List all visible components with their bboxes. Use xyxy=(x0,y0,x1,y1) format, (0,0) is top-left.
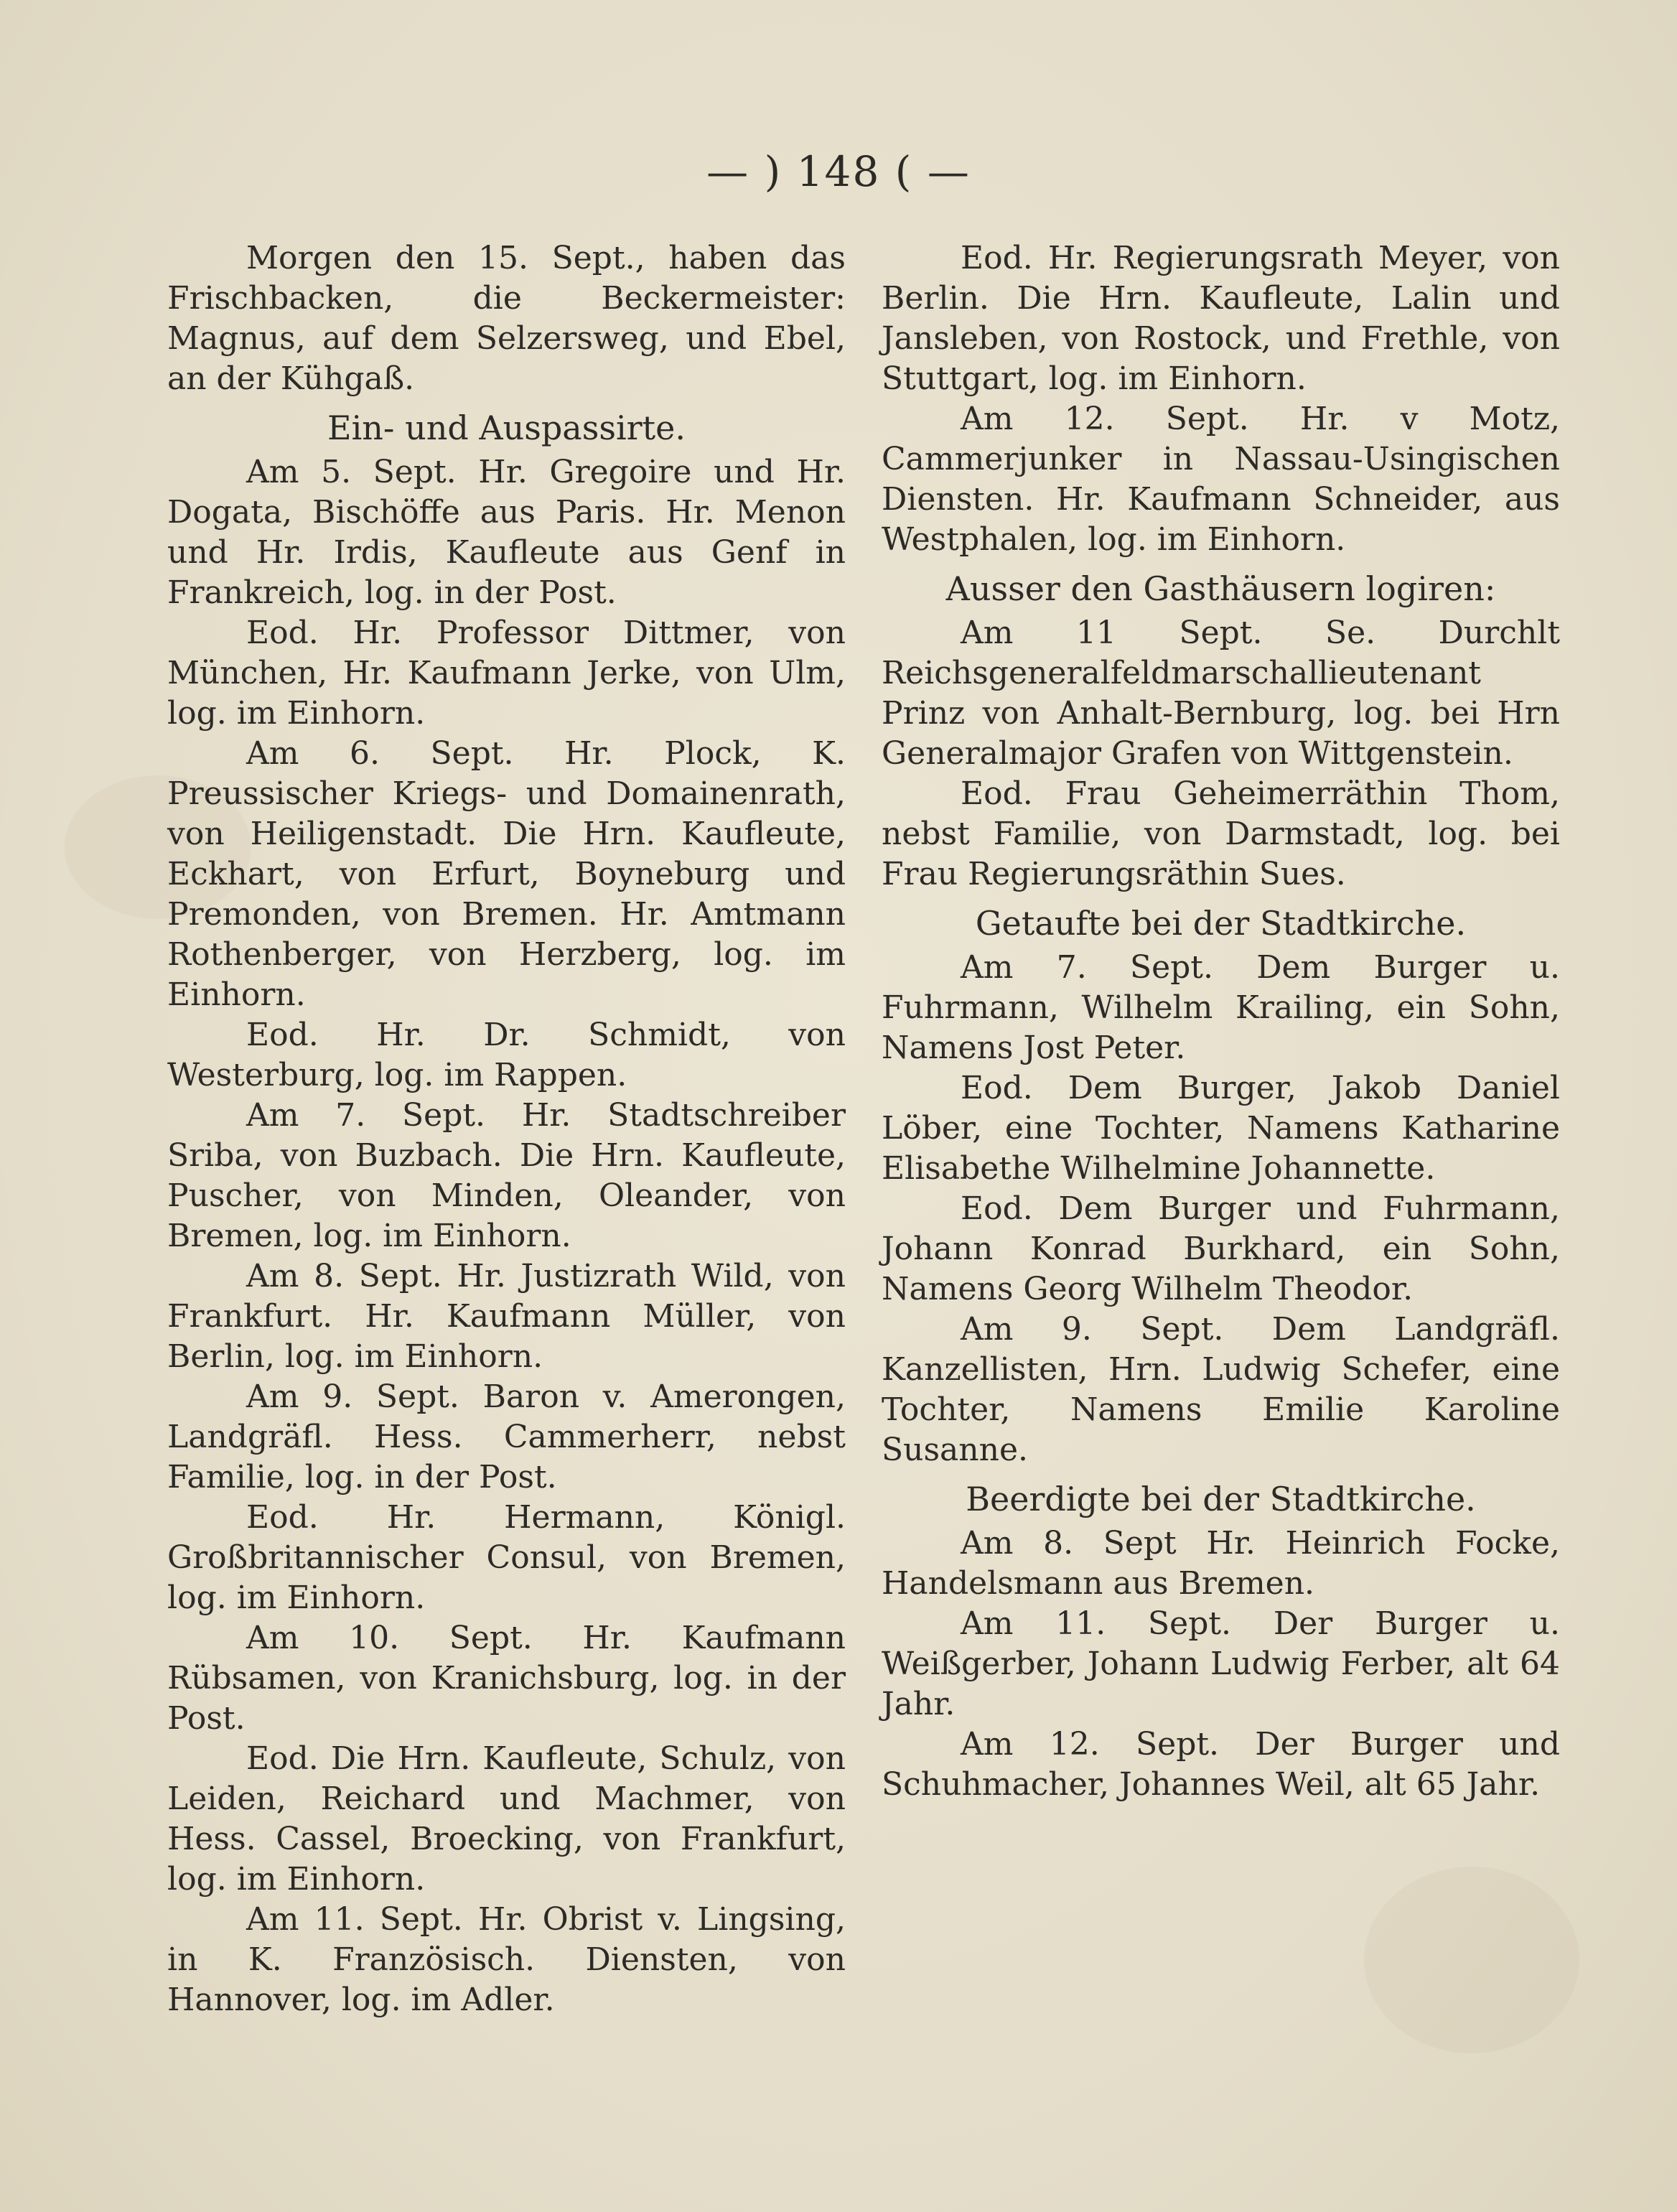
left-column xyxy=(167,238,846,2020)
paragraph: Am 5. Sept. Hr. Gregoire und Hr. Dogata, Bischöffe aus Paris. Hr. Menon und Hr. Irdis, Kaufleute aus Genf in Frankreich, log. in der Post. xyxy=(167,454,846,611)
right-column xyxy=(882,238,1560,1805)
paragraph: Am 8. Sept Hr. Heinrich Focke, Handelsmann aus Bremen. xyxy=(882,1525,1560,1602)
paragraph: Am 6. Sept. Hr. Plock, K. Preussischer Kriegs- und Domainenrath, von Heiligenstadt. Die Hrn. Kaufleute, Eckhart, von Erfurt, Boyneburg und Premonden, von Bremen. Hr. Amtmann Rothenberger, von Herzberg, log. im Einhorn. xyxy=(167,735,846,1013)
paragraph: Eod. Hr. Hermann, Königl. Großbritannischer Consul, von Bremen, log. im Einhorn. xyxy=(167,1499,846,1616)
paragraph: Am 8. Sept. Hr. Justizrath Wild, von Frankfurt. Hr. Kaufmann Müller, von Berlin, log. im Einhorn. xyxy=(167,1258,846,1375)
paragraph: Eod. Die Hrn. Kaufleute, Schulz, von Leiden, Reichard und Machmer, von Hess. Cassel, Broecking, von Frankfurt, log. im Einhorn. xyxy=(167,1740,846,1898)
paragraph: Am 11. Sept. Hr. Obrist v. Lingsing, in K. Französisch. Diensten, von Hannover, log. im Adler. xyxy=(167,1901,846,2018)
paragraph: Eod. Hr. Dr. Schmidt, von Westerburg, log. im Rappen. xyxy=(167,1017,846,1093)
paragraph: Am 7. Sept. Hr. Stadtschreiber Sriba, von Buzbach. Die Hrn. Kaufleute, Puscher, von Minden, Oleander, von Bremen, log. im Einhorn. xyxy=(167,1097,846,1254)
section-heading: Ein- und Auspassirte. xyxy=(327,409,686,447)
paragraph: Eod. Dem Burger, Jakob Daniel Löber, eine Tochter, Namens Katharine Elisabethe Wilhelmine Johannette. xyxy=(882,1070,1560,1187)
paragraph: Eod. Hr. Professor Dittmer, von München, Hr. Kaufmann Jerke, von Ulm, log. im Einhorn. xyxy=(167,615,846,732)
paragraph: Am 9. Sept. Baron v. Amerongen, Landgräfl. Hess. Cammerherr, nebst Familie, log. in der Post. xyxy=(167,1378,846,1495)
section-heading: Ausser den Gasthäusern logiren: xyxy=(945,569,1496,608)
paragraph: Am 11 Sept. Se. Durchlt Reichsgeneralfeldmarschallieutenant Prinz von Anhalt-Bernburg, log. bei Hrn Generalmajor Grafen von Wittgenstein. xyxy=(882,615,1560,772)
paragraph: Eod. Dem Burger und Fuhrmann, Johann Konrad Burkhard, ein Sohn, Namens Georg Wilhelm Theodor. xyxy=(882,1190,1560,1307)
paragraph: Am 10. Sept. Hr. Kaufmann Rübsamen, von Kranichsburg, log. in der Post. xyxy=(167,1620,846,1737)
paper-stain xyxy=(1364,1867,1579,2053)
paragraph: Am 7. Sept. Dem Burger u. Fuhrmann, Wilhelm Krailing, ein Sohn, Namens Jost Peter. xyxy=(882,949,1560,1066)
paragraph: Eod. Hr. Regierungsrath Meyer, von Berlin. Die Hrn. Kaufleute, Lalin und Jansleben, von Rostock, und Frethle, von Stuttgart, log. im Einhorn. xyxy=(882,240,1560,397)
section-heading: Getaufte bei der Stadtkirche. xyxy=(975,904,1467,943)
paragraph: Eod. Frau Geheimerräthin Thom, nebst Familie, von Darmstadt, log. bei Frau Regierungsräthin Sues. xyxy=(882,775,1560,892)
section-heading: Beerdigte bei der Stadtkirche. xyxy=(966,1480,1476,1518)
paragraph: Morgen den 15. Sept., haben das Frischbacken, die Beckermeister: Magnus, auf dem Selzersweg, und Ebel, an der Kühgaß. xyxy=(167,240,846,397)
paragraph: Am 11. Sept. Der Burger u. Weißgerber, Johann Ludwig Ferber, alt 64 Jahr. xyxy=(882,1605,1560,1722)
paragraph: Am 9. Sept. Dem Landgräfl. Kanzellisten, Hrn. Ludwig Schefer, eine Tochter, Namens Emilie Karoline Susanne. xyxy=(882,1311,1560,1468)
paragraph: Am 12. Sept. Der Burger und Schuhmacher, Johannes Weil, alt 65 Jahr. xyxy=(882,1726,1560,1803)
paragraph: Am 12. Sept. Hr. v Motz, Cammerjunker in Nassau-Usingischen Diensten. Hr. Kaufmann Schneider, aus Westphalen, log. im Einhorn. xyxy=(882,401,1560,558)
page-header: — ) 148 ( — xyxy=(706,147,971,196)
